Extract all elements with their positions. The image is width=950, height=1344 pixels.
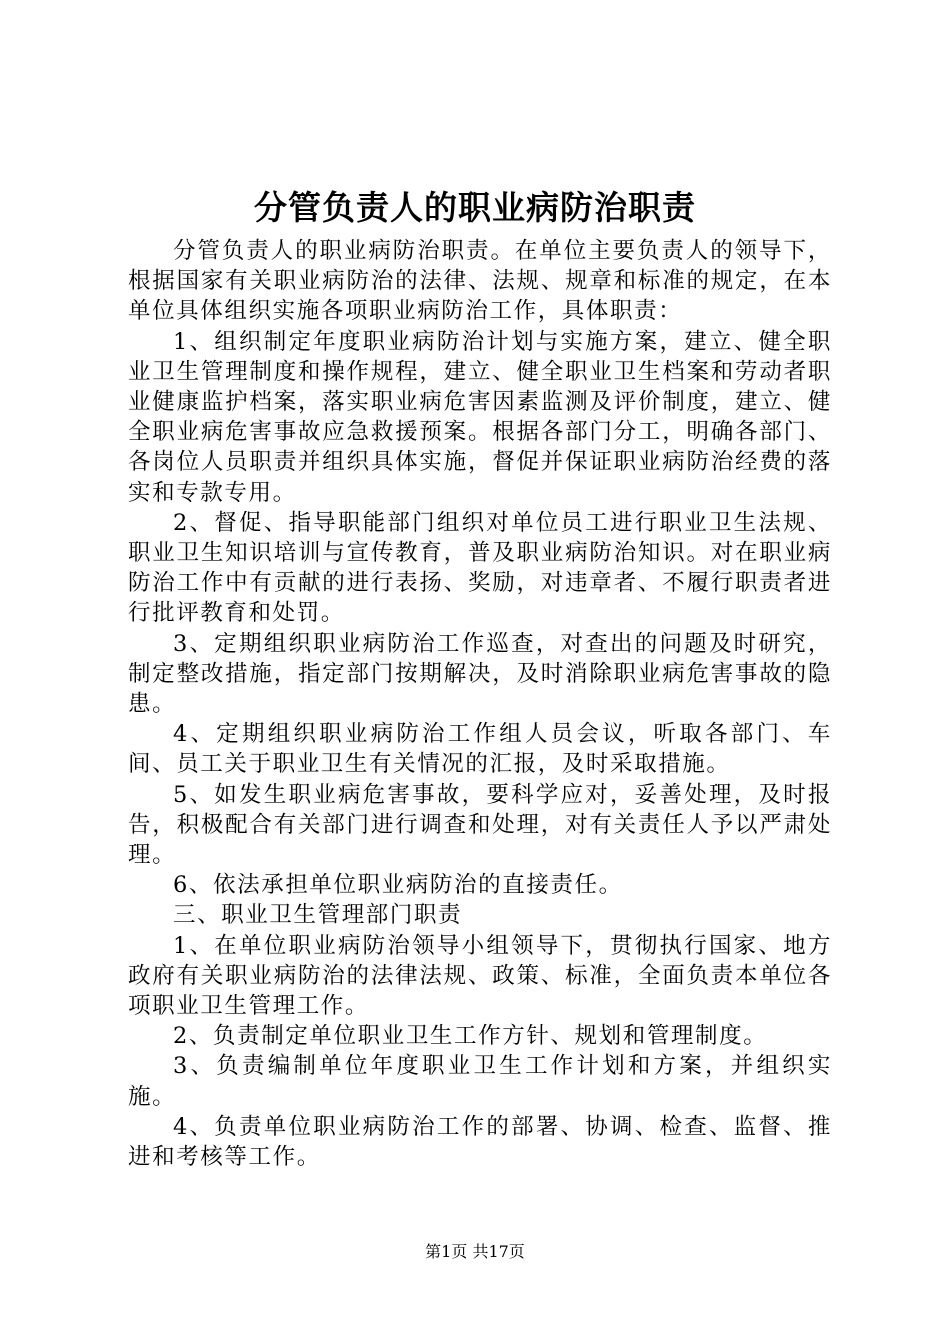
document-title: 分管负责人的职业病防治职责 (254, 188, 696, 227)
document-body (128, 236, 832, 1172)
paragraph-duty-5: 5、如发生职业病危害事故，要科学应对，妥善处理，及时报告，积极配合有关部门进行调查和处理，对有关责任人予以严肃处理。 (128, 781, 832, 869)
section-heading: 三、职业卫生管理部门职责 (173, 902, 463, 929)
paragraph-duty-6: 6、依法承担单位职业病防治的直接责任。 (173, 872, 623, 899)
page-number-footer: 第1页 共17页 (425, 1242, 525, 1261)
paragraph-intro: 分管负责人的职业病防治职责。在单位主要负责人的领导下，根据国家有关职业病防治的法律、法规、规章和标准的规定，在本单位具体组织实施各项职业病防治工作，具体职责： (128, 238, 832, 325)
paragraph-dept-duty-2: 2、负责制定单位职业卫生工作方针、规划和管理制度。 (173, 1023, 768, 1050)
paragraph-dept-duty-4: 4、负责单位职业病防治工作的部署、协调、检查、监督、推进和考核等工作。 (128, 1113, 832, 1171)
paragraph-dept-duty-1: 1、在单位职业病防治领导小组领导下，贯彻执行国家、地方政府有关职业病防治的法律法规、政策、标准，全面负责本单位各项职业卫生管理工作。 (128, 932, 832, 1020)
paragraph-duty-1: 1、组织制定年度职业病防治计划与实施方案，建立、健全职业卫生管理制度和操作规程，建立、健全职业卫生档案和劳动者职业健康监护档案，落实职业病危害因素监测及评价制度，建立、健全职业病危害事故应急救援预案。根据各部门分工，明确各部门、各岗位人员职责并组织具体实施，督促并保证职业病防治经费的落实和专款专用。 (128, 328, 832, 506)
paragraph-duty-2: 2、督促、指导职能部门组织对单位员工进行职业卫生法规、职业卫生知识培训与宣传教育，普及职业病防治知识。对在职业病防治工作中有贡献的进行表扬、奖励，对违章者、不履行职责者进行批评教育和处罚。 (128, 509, 832, 627)
paragraph-dept-duty-3: 3、负责编制单位年度职业卫生工作计划和方案，并组织实施。 (128, 1053, 832, 1110)
paragraph-duty-4: 4、定期组织职业病防治工作组人员会议，听取各部门、车间、员工关于职业卫生有关情况的汇报，及时采取措施。 (128, 721, 832, 778)
paragraph-duty-3: 3、定期组织职业病防治工作巡查，对查出的问题及时研究，制定整改措施，指定部门按期解决，及时消除职业病危害事故的隐患。 (128, 630, 832, 718)
